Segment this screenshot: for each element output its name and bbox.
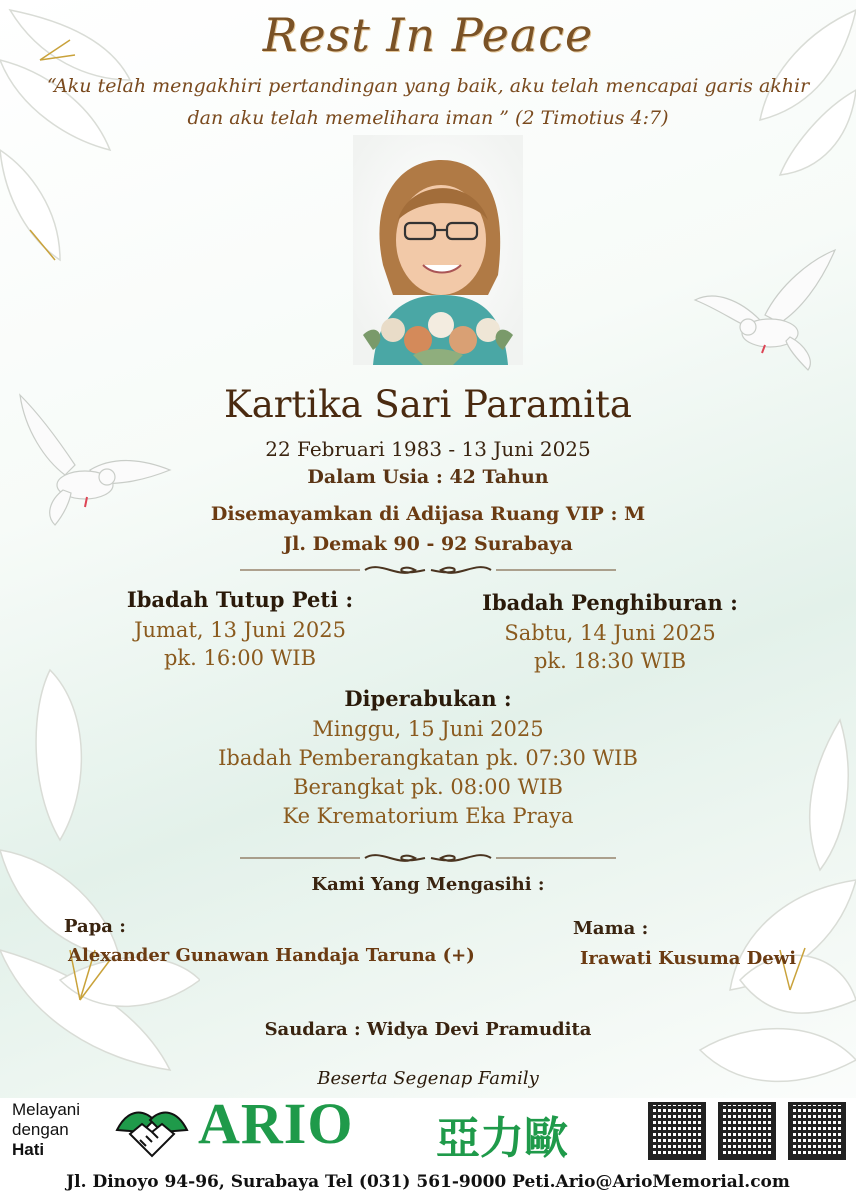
service-title: Ibadah Penghiburan :	[482, 590, 738, 615]
service-title: Ibadah Tutup Peti :	[126, 587, 354, 612]
qr-code[interactable]	[648, 1102, 706, 1160]
service-title: Diperabukan :	[344, 686, 512, 711]
qr-code[interactable]	[718, 1102, 776, 1160]
service-date: Minggu, 15 Juni 2025	[312, 717, 544, 741]
bible-verse	[0, 70, 856, 134]
contact-info: Jl. Dinoyo 94-96, Surabaya Tel (031) 561-9000 Peti.Ario@ArioMemorial.com	[66, 1172, 790, 1192]
family-heading: Kami Yang Mengasihi :	[311, 874, 545, 895]
service-date: Sabtu, 14 Juni 2025	[504, 621, 716, 645]
life-dates: 22 Februari 1983 - 13 Juni 2025	[265, 437, 591, 461]
ornament-divider	[240, 848, 616, 868]
verse-line-1: “Aku telah mengakhiri pertandingan yang baik, aku telah mencapai garis akhir	[46, 75, 810, 97]
service-penghiburan	[470, 590, 750, 673]
service-time: pk. 18:30 WIB	[533, 649, 687, 673]
slogan-line-2: dengan	[12, 1120, 69, 1139]
service-departure-service: Ibadah Pemberangkatan pk. 07:30 WIB	[218, 746, 638, 770]
slogan-line-1: Melayani	[12, 1100, 81, 1119]
mama-label: Mama :	[573, 918, 649, 939]
handshake-icon	[112, 1100, 192, 1162]
papa-name: Alexander Gunawan Handaja Taruna (+)	[68, 945, 475, 966]
service-time: pk. 16:00 WIB	[163, 646, 317, 670]
papa-label: Papa :	[64, 916, 126, 937]
service-perabukan	[0, 686, 856, 828]
brand-chinese: 亞力歐	[436, 1113, 568, 1164]
deceased-name: Kartika Sari Paramita	[224, 383, 632, 426]
portrait-photo	[353, 135, 523, 365]
slogan	[12, 1100, 80, 1160]
qr-code[interactable]	[788, 1102, 846, 1160]
viewing-address: Jl. Demak 90 - 92 Surabaya	[283, 533, 573, 555]
service-destination: Ke Krematorium Eka Praya	[282, 804, 574, 828]
page-title: Rest In Peace	[262, 8, 594, 62]
service-departure-time: Berangkat pk. 08:00 WIB	[293, 775, 563, 799]
service-tutup-peti	[100, 587, 380, 670]
dove-icon	[690, 245, 840, 375]
service-date: Jumat, 13 Juni 2025	[134, 618, 346, 642]
slogan-line-3: Hati	[12, 1140, 45, 1159]
age: Dalam Usia : 42 Tahun	[307, 466, 549, 488]
viewing-place: Disemayamkan di Adijasa Ruang VIP : M	[210, 503, 646, 525]
footer-banner	[0, 1091, 856, 1200]
verse-line-2: dan aku telah memelihara iman ” (2 Timotius 4:7)	[187, 107, 669, 129]
sibling: Saudara : Widya Devi Pramudita	[264, 1019, 592, 1040]
mama-name: Irawati Kusuma Dewi	[580, 948, 797, 969]
ornament-divider	[240, 560, 616, 580]
closing-line: Beserta Segenap Family	[317, 1068, 539, 1089]
brand-logo: ARIO	[198, 1091, 354, 1156]
